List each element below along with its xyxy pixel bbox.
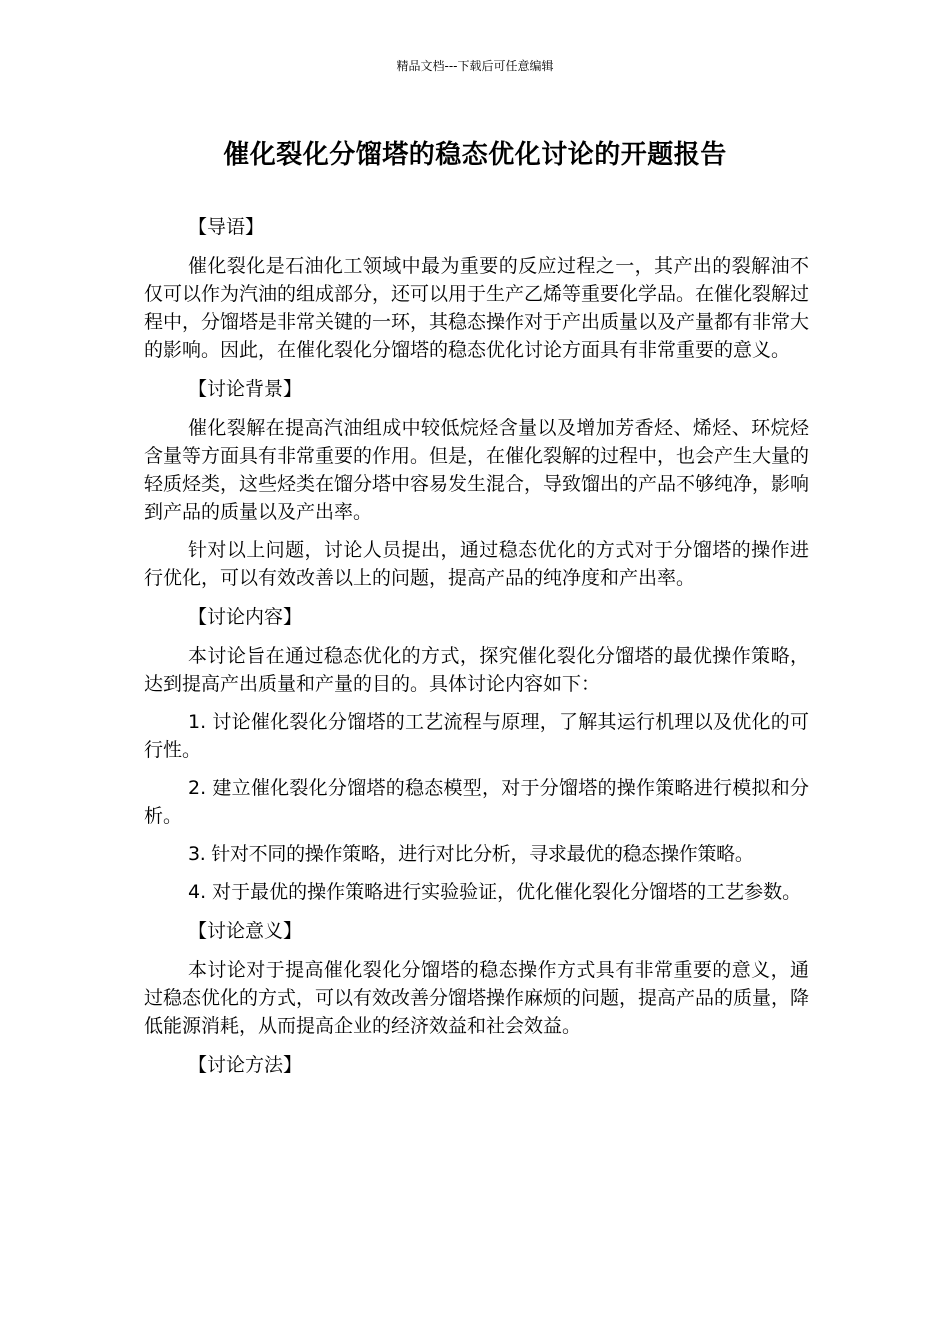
paragraph-background-2: 针对以上问题，讨论人员提出，通过稳态优化的方式对于分馏塔的操作进行优化，可以有效改善以上的问题，提高产品的纯净度和产出率。: [144, 539, 809, 589]
paragraph-intro: 催化裂化是石油化工领域中最为重要的反应过程之一，其产出的裂解油不仅可以作为汽油的组成部分，还可以用于生产乙烯等重要化学品。在催化裂解过程中，分馏塔是非常关键的一环，其稳态操作对于产出质量以及产量都有非常大的影响。因此，在催化裂化分馏塔的稳态优化讨论方面具有非常重要的意义。: [144, 255, 810, 361]
document-body: [144, 212, 809, 1090]
section-heading-background: 【讨论背景】: [188, 378, 303, 400]
paragraph-background-1: 催化裂解在提高汽油组成中较低烷烃含量以及增加芳香烃、烯烃、环烷烃含量等方面具有非常重要的作用。但是，在催化裂解的过程中，也会产生大量的轻质烃类，这些烃类在馏分塔中容易发生混合，导致馏出的产品不够纯净，影响到产品的质量以及产出率。: [144, 417, 810, 523]
section-heading-significance: 【讨论意义】: [188, 920, 303, 942]
paragraph-content: 本讨论旨在通过稳态优化的方式，探究催化裂化分馏塔的最优操作策略，达到提高产出质量和产量的目的。具体讨论内容如下：: [144, 645, 809, 695]
section-heading-method: 【讨论方法】: [188, 1054, 303, 1076]
section-heading-content: 【讨论内容】: [188, 606, 303, 628]
list-item: 2. 建立催化裂化分馏塔的稳态模型，对于分馏塔的操作策略进行模拟和分析。: [144, 777, 809, 827]
section-heading-intro: 【导语】: [188, 216, 265, 238]
list-item: 3. 针对不同的操作策略，进行对比分析，寻求最优的稳态操作策略。: [188, 843, 754, 865]
list-item: 1. 讨论催化裂化分馏塔的工艺流程与原理，了解其运行机理以及优化的可行性。: [144, 711, 809, 761]
list-item: 4. 对于最优的操作策略进行实验验证，优化催化裂化分馏塔的工艺参数。: [188, 881, 802, 903]
header-note: 精品文档---下载后可任意编辑: [396, 59, 554, 73]
paragraph-significance: 本讨论对于提高催化裂化分馏塔的稳态操作方式具有非常重要的意义，通过稳态优化的方式，可以有效改善分馏塔操作麻烦的问题，提高产品的质量，降低能源消耗，从而提高企业的经济效益和社会效益。: [144, 959, 810, 1037]
document-title: 催化裂化分馏塔的稳态优化讨论的开题报告: [223, 140, 727, 170]
